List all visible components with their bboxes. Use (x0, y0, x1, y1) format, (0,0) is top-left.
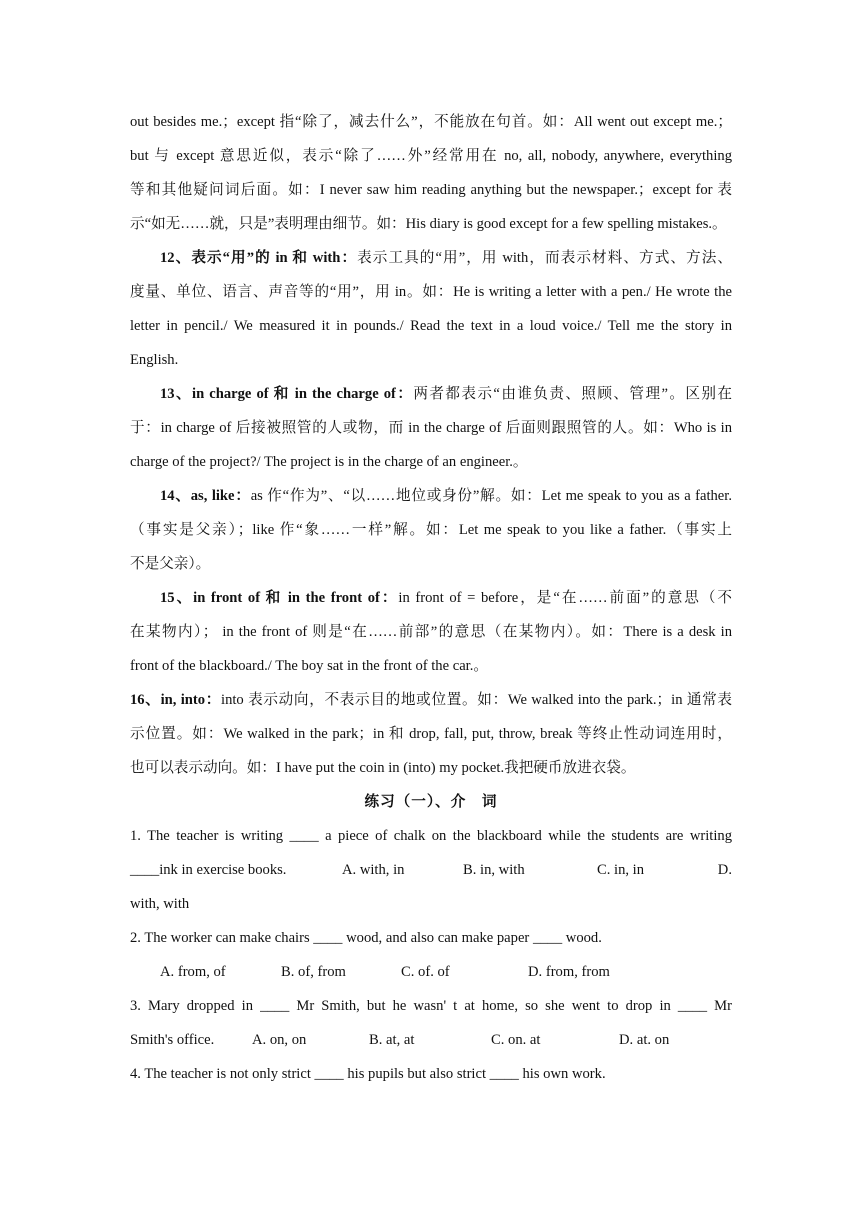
question-1 (130, 819, 732, 921)
option-a: A. on, on (252, 1032, 307, 1048)
option-d: D. (717, 862, 732, 878)
question-stem: 1. The teacher is writing ____ a piece of chalk on the blackboard while the students are writing (130, 828, 732, 844)
text-line: front of the blackboard./ The boy sat in the front of the car.。 (130, 658, 488, 674)
text-line: 也可以表示动向。如：I have put the coin in (into) my pocket.我把硬币放进衣袋。 (130, 760, 636, 776)
text-line (130, 377, 732, 411)
text-run: in front of = before，是“在……前面”的意思（不 (398, 590, 732, 606)
paragraph-12 (130, 241, 732, 377)
question-3 (130, 989, 732, 1057)
text-line: （事实是父亲）；like 作“象……一样”解。如：Let me speak to you like a father.（事实上 (130, 522, 732, 538)
text-line: 度量、单位、语言、声音等的“用”，用 in。如：He is writing a letter with a pen./ He wrote the (130, 284, 732, 300)
text-run: into 表示动向，不表示目的地或位置。如：We walked into the park.；in 通常表 (221, 692, 732, 708)
question-stem: 4. The teacher is not only strict ____ his pupils but also strict ____ his own work. (130, 1066, 606, 1082)
text-line (130, 479, 732, 513)
paragraph-heading: 14、as, like： (160, 488, 251, 504)
option-b: B. in, with (463, 862, 525, 878)
document-body (130, 105, 732, 1091)
text-line: out besides me.；except 指“除了，减去什么”，不能放在句首。如：All went out except me.； (130, 114, 732, 130)
question-stem: Smith's office. (130, 1032, 215, 1048)
text-line: 等和其他疑问词后面。如：I never saw him reading anything but the newspaper.；except for 表 (130, 182, 732, 198)
question-options (130, 1023, 732, 1057)
heading-colon: ： (340, 250, 358, 266)
text-run: as 作“作为”、“以……地位或身份”解。如：Let me speak to you as a father. (250, 488, 732, 504)
option-d-continued: with, with (130, 896, 190, 912)
text-run: 两者都表示“由谁负责、照顾、管理”。区别在 (413, 386, 732, 402)
question-stem: 3. Mary dropped in ____ Mr Smith, but he wasn' t at home, so she went to drop in ____ Mr (130, 998, 732, 1014)
paragraph-heading: 13、in charge of 和 in the charge of： (160, 386, 414, 402)
option-c: C. in, in (597, 862, 645, 878)
paragraph-15 (130, 581, 732, 683)
text-line: charge of the project?/ The project is in the charge of an engineer.。 (130, 454, 528, 470)
paragraph-13 (130, 377, 732, 479)
text-line: English. (130, 352, 179, 368)
option-d: D. at. on (619, 1032, 670, 1048)
paragraph-heading: 16、in, into： (130, 692, 222, 708)
option-c: C. of. of (401, 964, 450, 980)
paragraph-11-continued (130, 105, 732, 241)
option-c: C. on. at (491, 1032, 541, 1048)
question-stem: 2. The worker can make chairs ____ wood, and also can make paper ____ wood. (130, 930, 602, 946)
text-line (130, 683, 732, 717)
text-line: 示位置。如：We walked in the park；in 和 drop, fall, put, throw, break 等终止性动词连用时， (130, 726, 732, 742)
text-line: 示“如无……就，只是”表明理由细节。如：His diary is good except for a few spelling mistakes.。 (130, 216, 727, 232)
question-options (130, 955, 732, 989)
question-options (130, 853, 732, 887)
text-line: but 与 except 意思近似，表示“除了……外”经常用在 no, all, nobody, anywhere, everything (130, 148, 732, 164)
text-run: 表示工具的“用”，用 with，而表示材料、方式、方法、 (357, 250, 732, 266)
option-a: A. from, of (160, 964, 226, 980)
text-line (130, 241, 732, 275)
question-stem: ____ink in exercise books. (130, 862, 287, 878)
exercise-title: 练习（一）、介 词 (364, 794, 498, 810)
question-2 (130, 921, 732, 989)
text-line: 于：in charge of 后接被照管的人或物，而 in the charge of 后面则跟照管的人。如：Who is in (130, 420, 732, 436)
option-a: A. with, in (342, 862, 405, 878)
paragraph-heading: 15、in front of 和 in the front of： (160, 590, 399, 606)
paragraph-16 (130, 683, 732, 785)
option-b: B. of, from (281, 964, 346, 980)
text-line: 在某物内）； in the front of 则是“在……前部”的意思（在某物内）。如：There is a desk in (130, 624, 732, 640)
question-4 (130, 1057, 732, 1091)
paragraph-14 (130, 479, 732, 581)
option-b: B. at, at (369, 1032, 415, 1048)
option-d: D. from, from (528, 964, 610, 980)
paragraph-heading: 12、表示“用”的 in 和 with (160, 250, 341, 266)
text-line: 不是父亲）。 (130, 556, 211, 572)
text-line: letter in pencil./ We measured it in pounds./ Read the text in a loud voice./ Tell me the story in (130, 318, 732, 334)
text-line (130, 581, 732, 615)
